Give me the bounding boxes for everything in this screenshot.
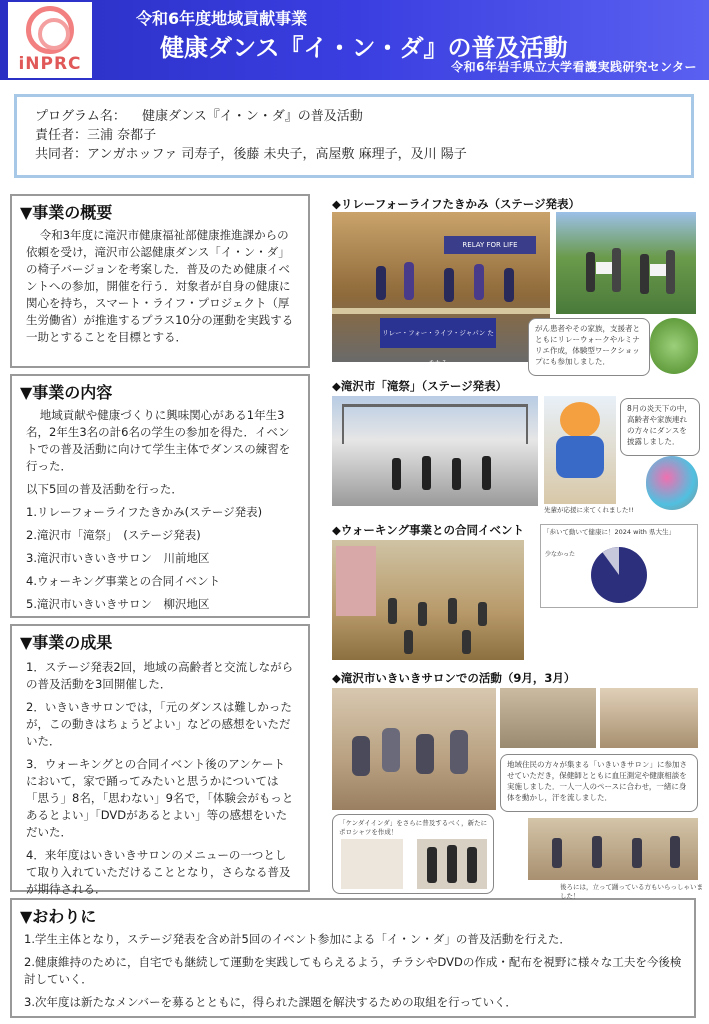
person-figure: [382, 728, 400, 772]
person-figure: [666, 250, 675, 294]
conclusion-item: 2.健康維持のために，自宅でも継続して運動を実践してもらえるよう，チラシやDVDの作成・配布を視野に様々な工夫を今後検討していく．: [24, 955, 682, 986]
survey-label: 少なかった: [545, 551, 576, 558]
person-figure: [416, 734, 434, 774]
person-figure: [467, 847, 477, 883]
dancer-figure: [504, 268, 514, 302]
relay-heading: ◆リレーフォーライフたきかみ（ステージ発表）: [332, 197, 581, 211]
dancer-figure: [452, 458, 461, 490]
result-item: 4．来年度はいきいきサロンのメニューの一つとして取り入れていただけることとなり，さらなる普及が期待される．: [26, 848, 291, 896]
salon-photo-main: [332, 688, 496, 810]
result-item: 3．ウォーキングとの合同イベント後のアンケートにおいて，家で踊ってみたいと思うかについては「思う」8名，「思わない」9名で，「体験会がもっとあるとよい」「DVDがあるとよい」等の感想をいただいた．: [26, 757, 294, 839]
conclusion-item: 1.学生主体となり，ステージ発表を含め計5回のイベント参加による「イ・ン・ダ」の普及活動を行えた．: [24, 932, 571, 946]
co-row: [35, 145, 673, 164]
co-value: アンガホッファ 司寿子，後藤 未央子，高屋敷 麻理子，及川 陽子: [87, 147, 467, 162]
dancer-figure: [474, 264, 484, 300]
sign-card: [596, 262, 612, 274]
person-figure: [670, 836, 680, 868]
lead-row: [35, 126, 673, 145]
list-item: 1.リレーフォーライフたきかみ(ステージ発表): [26, 505, 263, 519]
salon-photo-2: [500, 688, 596, 748]
relay-banner: RELAY FOR LIFE: [444, 236, 536, 254]
person-figure: [450, 730, 468, 774]
person-figure: [352, 736, 370, 776]
salon-photo-4: [528, 818, 698, 880]
climbing-wall: [336, 546, 376, 616]
salon-caption: 地域住民の方々が集まる「いきいきサロン」に参加させていただき，保健師とともに血圧測定や健康相談を実施しました．一人一人のペースに合わせ，一緒に身体を動かし，汗を流しました．: [500, 754, 698, 812]
co-label: 共同者：: [35, 147, 88, 162]
program-name-label: プログラム名：: [35, 109, 126, 124]
page-header: [0, 0, 709, 80]
tent-frame: [342, 404, 528, 444]
relay-stage-banner: リレー・フォー・ライフ・ジャパン たきかみ: [380, 318, 496, 348]
polo-design: [341, 839, 403, 889]
content-section: [10, 374, 310, 618]
dancer-figure: [376, 266, 386, 300]
takisai-heading: ◆滝沢市「滝祭」（ステージ発表）: [332, 379, 508, 393]
person-figure: [552, 838, 562, 868]
survey-title: 「歩いて動いて健康に！2024 with 県大生」: [543, 528, 675, 536]
organization-name: 令和6年岩手県立大学看護実践研究センター: [451, 60, 697, 74]
person-figure: [448, 598, 457, 624]
person-figure: [404, 630, 413, 654]
gym-photo: [332, 540, 524, 660]
mascot-photo: [544, 396, 616, 504]
dancer-figure: [392, 458, 401, 490]
mascot-figure: [560, 402, 600, 438]
lead-label: 責任者：: [35, 128, 88, 143]
relay-caption: がん患者やその家族，支援者とともにリレーウォークやルミナリエ作成，体験型ワークショップにも参加しました．: [528, 318, 650, 376]
overview-heading: ▼事業の概要: [20, 203, 113, 222]
content-text: 地域貢献や健康づくりに興味関心がある1年生3名，2年生3名の計6名の学生の参加を得た．イベントでの普及活動に向けて学生主体でダンスの練習を行った．: [26, 408, 291, 473]
walking-heading: ◆ウォーキング事業との合同イベント: [332, 523, 525, 537]
results-section: [10, 624, 310, 896]
shaved-ice-photo: [646, 456, 698, 510]
luminaria-photo: [650, 318, 698, 374]
stage-floor: [332, 308, 550, 314]
lead-value: 三浦 奈都子: [87, 128, 157, 143]
dancer-figure: [482, 456, 491, 490]
list-item: 5.滝沢市いきいきサロン 柳沢地区: [26, 597, 210, 611]
survey-chart-panel: [540, 524, 698, 608]
list-item: 2.滝沢市「滝祭」 (ステージ発表): [26, 528, 201, 542]
salon-heading: ◆滝沢市いきいきサロンでの活動（9月，3月）: [332, 671, 576, 685]
program-info-box: [14, 94, 694, 178]
mascot-caption: 先輩が応援に来てくれました!!: [544, 506, 634, 514]
overview-text: 令和3年度に滝沢市健康福祉部健康推進課からの依頼を受け，滝沢市公認健康ダンス「イ・ン・ダ」の椅子バージョンを考案した．普及のため健康イベントへの参加，開催を行う．対象者が自身の健康に関心を持ち，スマート・ライフ・プロジェクト（厚生労働省）が推進するプラス10分の運動を実践する一助とすることを目標とする．: [26, 228, 294, 344]
dancer-figure: [444, 268, 454, 302]
person-figure: [612, 248, 621, 292]
relay-outdoor-photo: [556, 212, 696, 314]
sign-card: [650, 264, 666, 276]
polo-photo: [417, 839, 487, 889]
person-figure: [427, 847, 437, 883]
mascot-body: [556, 436, 604, 478]
salon-photo-3: [600, 688, 698, 748]
header-subtitle: 令和6年度地域貢献事業: [136, 9, 308, 28]
result-item: 2．いきいきサロンでは，「元のダンスは難しかったが，この動きはちょうどよい」などの感想をいただいた．: [26, 700, 292, 748]
relay-stage-photo: [332, 212, 550, 367]
survey-pie: [587, 543, 651, 607]
program-name-row: [35, 107, 673, 126]
polo-caption: 「ケンダイインダ」をさらに普及するべく，新たにポロシャツを作成！: [339, 819, 488, 836]
person-figure: [592, 836, 602, 868]
dancer-figure: [404, 262, 414, 300]
person-figure: [388, 598, 397, 624]
person-figure: [640, 254, 649, 294]
logo-ring-icon: [26, 6, 74, 54]
logo: [8, 2, 92, 78]
conclusion-item: 3.次年度は新たなメンバーを募るとともに，得られた課題を解決するための取組を行っていく．: [24, 995, 517, 1009]
program-name-value: 健康ダンス『イ・ン・ダ』の普及活動: [142, 109, 363, 124]
conclusion-heading: ▼おわりに: [20, 907, 97, 926]
list-item: 4.ウォーキング事業との合同イベント: [26, 574, 221, 588]
takisai-stage-photo: [332, 396, 538, 506]
conclusion-section: [10, 898, 696, 1018]
content-heading: ▼事業の内容: [20, 383, 113, 402]
overview-section: [10, 194, 310, 368]
logo-text: iNPRC: [18, 54, 82, 74]
person-figure: [418, 602, 427, 626]
content-intro: 以下5回の普及活動を行った．: [26, 482, 183, 496]
salon-bottom-caption: 後ろには，立って踊っている方もいらっしゃいました！: [560, 883, 703, 900]
list-item: 3.滝沢市いきいきサロン 川前地区: [26, 551, 210, 565]
person-figure: [462, 630, 471, 654]
polo-panel: [332, 814, 494, 894]
person-figure: [586, 252, 595, 292]
result-item: 1．ステージ発表2回，地域の高齢者と交流しながらの普及活動を3回開催した．: [26, 660, 294, 691]
person-figure: [478, 602, 487, 626]
takisai-caption: 8月の炎天下の中，高齢者や家族連れの方々にダンスを披露しました．: [620, 398, 700, 456]
dancer-figure: [422, 456, 431, 490]
person-figure: [632, 838, 642, 868]
results-heading: ▼事業の成果: [20, 633, 113, 652]
person-figure: [447, 845, 457, 883]
page-title: 健康ダンス『イ・ン・ダ』の普及活動: [160, 34, 568, 62]
